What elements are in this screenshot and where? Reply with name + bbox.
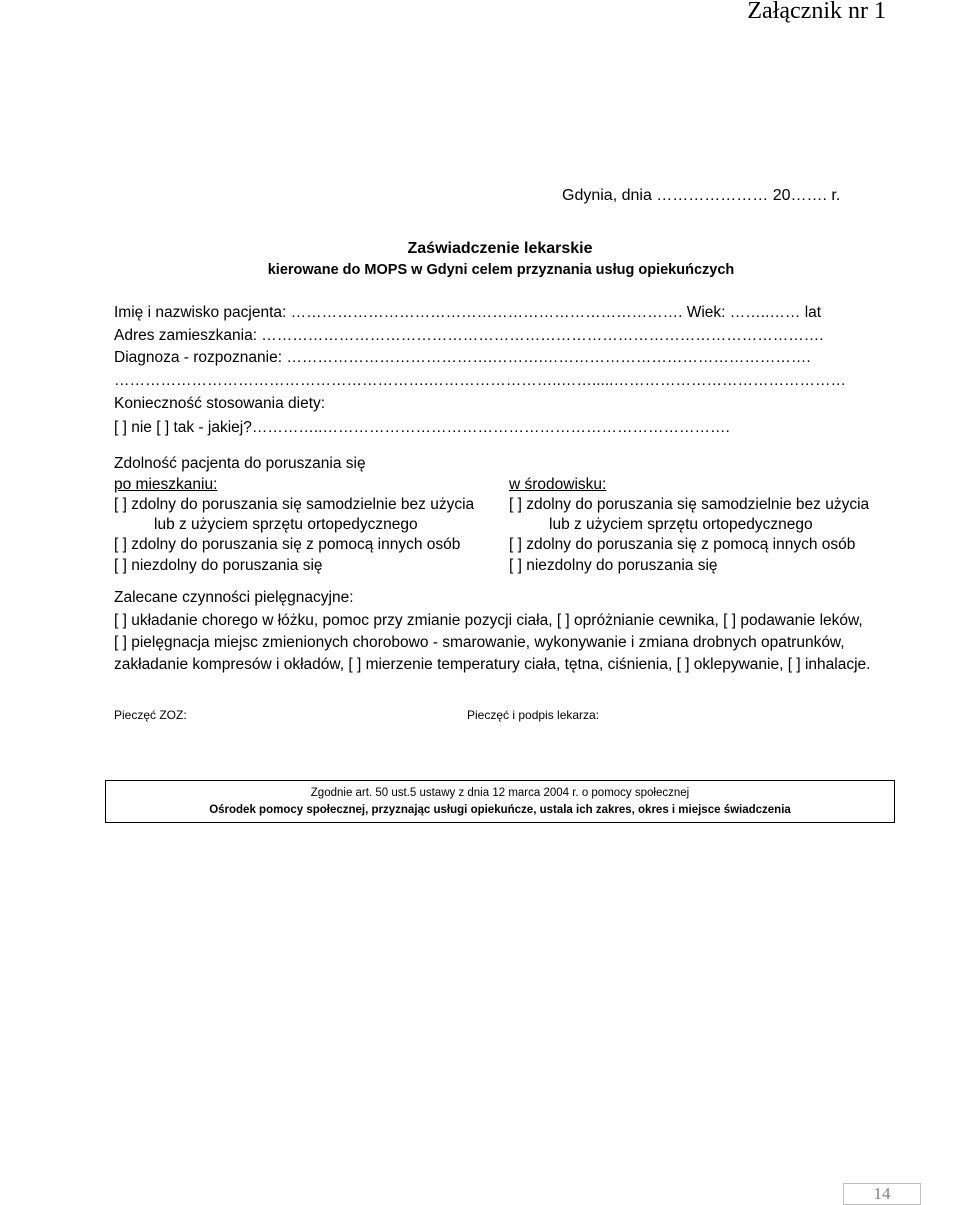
legal-note-line-1: Zgodnie art. 50 ust.5 ustawy z dnia 12 marca 2004 r. o pomocy społecznej xyxy=(310,787,690,799)
legal-note-box xyxy=(105,780,895,823)
legal-note-line-2: Ośrodek pomocy społecznej, przyznając usługi opiekuńcze, ustala ich zakres, okres i miejsce świadczenia xyxy=(209,804,791,816)
home-label: po mieszkaniu: xyxy=(114,476,218,493)
care-heading: Zalecane czynności pielęgnacyjne: xyxy=(114,589,354,606)
page-number: 14 xyxy=(873,1184,891,1203)
document-subtitle: kierowane do MOPS w Gdyni celem przyznania usług opiekuńczych xyxy=(267,262,735,278)
home-option-independent: [ ] zdolny do poruszania się samodzielnie bez użycia xyxy=(114,496,475,513)
diet-options: [ ] nie [ ] tak - jakiej?…………..……………………………………………………………………. xyxy=(114,419,730,436)
diagnosis-line: Diagnoza - rozpoznanie: ………………………………….……….……………………………………………. xyxy=(114,349,811,366)
place-date: Gdynia, dnia ………………… 20……. r. xyxy=(562,187,841,204)
environment-label: w środowisku: xyxy=(509,476,607,493)
attachment-label: Załącznik nr 1 xyxy=(747,0,886,24)
diagnosis-continuation: …………………………………………………….……………………..…….....……………………………………… xyxy=(114,372,846,389)
patient-name-line: Imię i nazwisko pacjenta: …………………………………………………………………. Wiek: ……..…… lat xyxy=(114,304,822,321)
diet-label: Konieczność stosowania diety: xyxy=(114,395,326,412)
document-title: Zaświadczenie lekarskie xyxy=(407,240,593,257)
environment-option-assisted: [ ] zdolny do poruszania się z pomocą innych osób xyxy=(509,536,856,553)
home-option-assisted: [ ] zdolny do poruszania się z pomocą innych osób xyxy=(114,536,461,553)
care-line-3: zakładanie kompresów i okładów, [ ] mierzenie temperatury ciała, tętna, ciśnienia, [ ] oklepywanie, [ ] inhalacje. xyxy=(114,656,871,673)
care-line-1: [ ] układanie chorego w łóżku, pomoc przy zmianie pozycji ciała, [ ] opróżnianie cewnika, [ ] podawanie leków, xyxy=(114,612,863,629)
home-option-unable: [ ] niezdolny do poruszania się xyxy=(114,557,323,574)
doctor-stamp-label: Pieczęć i podpis lekarza: xyxy=(467,708,600,722)
environment-option-independent-cont: lub z użyciem sprzętu ortopedycznego xyxy=(549,516,813,533)
home-option-independent-cont: lub z użyciem sprzętu ortopedycznego xyxy=(154,516,418,533)
environment-option-independent: [ ] zdolny do poruszania się samodzielnie bez użycia xyxy=(509,496,870,513)
mobility-heading: Zdolność pacjenta do poruszania się xyxy=(114,455,366,472)
environment-option-unable: [ ] niezdolny do poruszania się xyxy=(509,557,718,574)
address-line: Adres zamieszkania: ………………………………………………………………………………………………. xyxy=(114,327,824,344)
page-number-box xyxy=(843,1183,921,1205)
zoz-stamp-label: Pieczęć ZOZ: xyxy=(114,708,187,722)
care-line-2: [ ] pielęgnacja miejsc zmienionych chorobowo - smarowanie, wykonywanie i zmiana drobnych opatrunków, xyxy=(114,634,845,651)
